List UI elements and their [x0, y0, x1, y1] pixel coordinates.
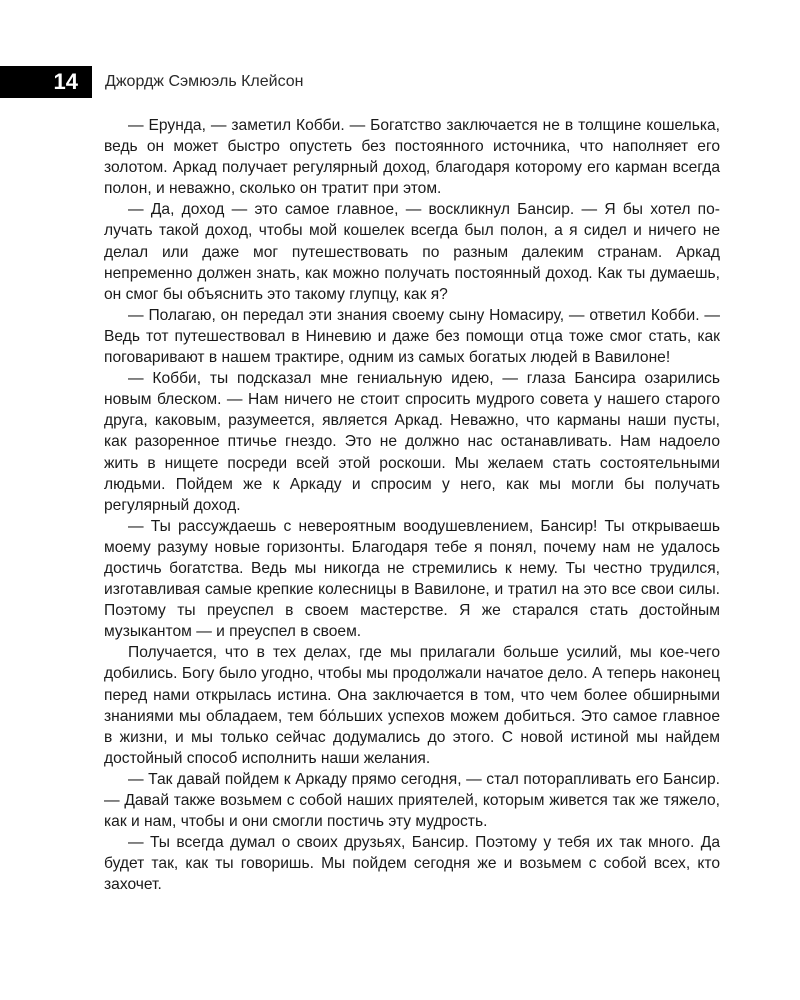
paragraph: — Так давай пойдем к Аркаду прямо сегодня, — стал поторапливать его Бансир. — Давай также возьмем с собой наших приятелей, которым живется так же тяжело, как и нам, чтобы и они смогли постичь эту мудрость.: [104, 770, 720, 831]
paragraph: — Полагаю, он передал эти знания своему сыну Номасиру, — ответил Кобби. — Ведь тот путешествовал в Ниневию и даже без помощи отца тоже смог стать, как поговаривают в нашем трактире, одним из самых богатых людей в Вавилоне!: [104, 306, 720, 367]
page-header: [0, 66, 800, 98]
page-number: 14: [53, 69, 78, 94]
paragraph: — Ерунда, — заметил Кобби. — Богатство заключается не в толщине кошелька, ведь он может быстро опустеть без постоянного источника, что наполняет его золотом. Аркад получает регулярный доход, благодаря которому его карман всегда полон, и неважно, сколько он тратит при этом.: [104, 117, 720, 198]
paragraph: — Да, доход — это самое главное, — воскликнул Бансир. — Я бы хотел получать такой доход, чтобы мой кошелек всегда был полон, а я сидел и ничего не делал или даже мог путешествовать по разным далеким странам. Аркад непременно должен знать, как можно получать постоянный доход. Как ты думаешь, он смог бы объяснить это такому глупцу, как я?: [104, 201, 720, 303]
page-number-box: [0, 66, 92, 98]
paragraph: — Кобби, ты подсказал мне гениальную идею, — глаза Бансира озарились новым блеском. — Нам ничего не стоит спросить мудрого совета у нашего старого друга, каковым, разумеется, является Аркад. Неважно, что карманы наши пусты, как разоренное птичье гнездо. Это не должно нас останавливать. Нам надоело жить в нищете посреди всей этой роскоши. Мы желаем стать состоятельными людьми. Пойдем же к Аркаду и спросим у него, как мы могли бы получать регулярный доход.: [104, 370, 720, 514]
paragraph: — Ты всегда думал о своих друзьях, Бансир. Поэтому у тебя их так много. Да будет так, как ты говоришь. Мы пойдем сегодня же и возьмем с собой всех, кто захочет.: [104, 834, 720, 894]
body-text: [104, 115, 720, 895]
paragraph: Получается, что в тех делах, где мы прилагали больше усилий, мы кое-чего добились. Богу было угодно, чтобы мы продолжали начатое дело. А теперь наконец перед нами открылась истина. Она заключается в том, что чем более обширными знаниями мы обладаем, тем бо́льших успехов можем добиться. Это самое главное в жизни, и мы только сейчас додумались до этого. С новой истиной мы найдем достойный способ исполнить наши желания.: [104, 644, 720, 767]
running-title: Джордж Сэмюэль Клейсон: [105, 73, 304, 90]
paragraph: — Ты рассуждаешь с невероятным воодушевлением, Бансир! Ты открываешь моему разуму новые горизонты. Благодаря тебе я понял, почему нам не удалось достичь богатства. Ведь мы никогда не стремились к нему. Ты честно трудился, изготавливая самые крепкие колесницы в Вавилоне, и тратил на это все свои силы. Поэтому ты преуспел в своем мастерстве. Я же старался стать достойным музыкантом — и преуспел в своем.: [104, 517, 720, 641]
